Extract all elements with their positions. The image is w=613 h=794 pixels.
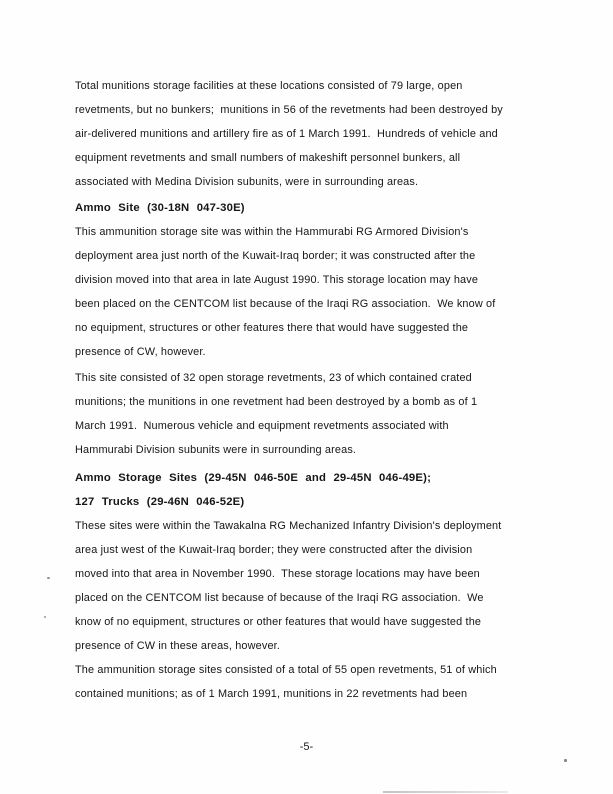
text-line: area just west of the Kuwait-Iraq border; they were constructed after the division bbox=[75, 544, 473, 556]
text-line: These sites were within the Tawakalna RG Mechanized Infantry Division's deployment bbox=[75, 520, 502, 532]
text-line: presence of CW, however. bbox=[75, 346, 206, 358]
text-line: been placed on the CENTCOM list because of the Iraqi RG association. We know of bbox=[75, 298, 496, 310]
paragraph bbox=[75, 366, 555, 462]
page-number: -5- bbox=[299, 741, 314, 753]
text-line: placed on the CENTCOM list because of because of the Iraqi RG association. We bbox=[75, 592, 484, 604]
scan-speck bbox=[44, 616, 46, 618]
paragraph bbox=[75, 658, 555, 706]
text-line: air-delivered munitions and artillery fire as of 1 March 1991. Hundreds of vehicle and bbox=[75, 128, 498, 140]
section-heading bbox=[75, 196, 555, 220]
text-line: associated with Medina Division subunits, were in surrounding areas. bbox=[75, 176, 419, 188]
text-line: munitions; the munitions in one revetment had been destroyed by a bomb as of 1 bbox=[75, 396, 478, 408]
text-line: The ammunition storage sites consisted of a total of 55 open revetments, 51 of which bbox=[75, 664, 497, 676]
text-line: Total munitions storage facilities at these locations consisted of 79 large, open bbox=[75, 80, 463, 92]
text-line: deployment area just north of the Kuwait-Iraq border; it was constructed after the bbox=[75, 250, 476, 262]
scan-speck bbox=[47, 577, 50, 579]
text-line: revetments, but no bunkers; munitions in 56 of the revetments had been destroyed by bbox=[75, 104, 503, 116]
text-line: presence of CW in these areas, however. bbox=[75, 640, 281, 652]
paragraph bbox=[75, 74, 555, 194]
text-line: Ammo Site (30-18N 047-30E) bbox=[75, 202, 245, 214]
text-line: March 1991. Numerous vehicle and equipment revetments associated with bbox=[75, 420, 449, 432]
text-line: know of no equipment, structures or other features that would have suggested the bbox=[75, 616, 482, 628]
text-line: division moved into that area in late August 1990. This storage location may have bbox=[75, 274, 479, 286]
text-line: Ammo Storage Sites (29-45N 046-50E and 29-45N 046-49E); bbox=[75, 472, 432, 484]
text-line: moved into that area in November 1990. These storage locations may have been bbox=[75, 568, 480, 580]
text-line: no equipment, structures or other features there that would have suggested the bbox=[75, 322, 469, 334]
paragraph bbox=[75, 514, 555, 658]
text-line: This site consisted of 32 open storage revetments, 23 of which contained crated bbox=[75, 372, 472, 384]
paragraph bbox=[75, 220, 555, 364]
scan-edge-artifact bbox=[383, 791, 508, 793]
text-line: Hammurabi Division subunits were in surrounding areas. bbox=[75, 444, 357, 456]
text-line: contained munitions; as of 1 March 1991, munitions in 22 revetments had been bbox=[75, 688, 468, 700]
text-line: equipment revetments and small numbers of makeshift personnel bunkers, all bbox=[75, 152, 461, 164]
text-line: 127 Trucks (29-46N 046-52E) bbox=[75, 496, 245, 508]
section-heading bbox=[75, 466, 555, 514]
scan-speck bbox=[564, 759, 567, 762]
text-line: This ammunition storage site was within the Hammurabi RG Armored Division's bbox=[75, 226, 469, 238]
